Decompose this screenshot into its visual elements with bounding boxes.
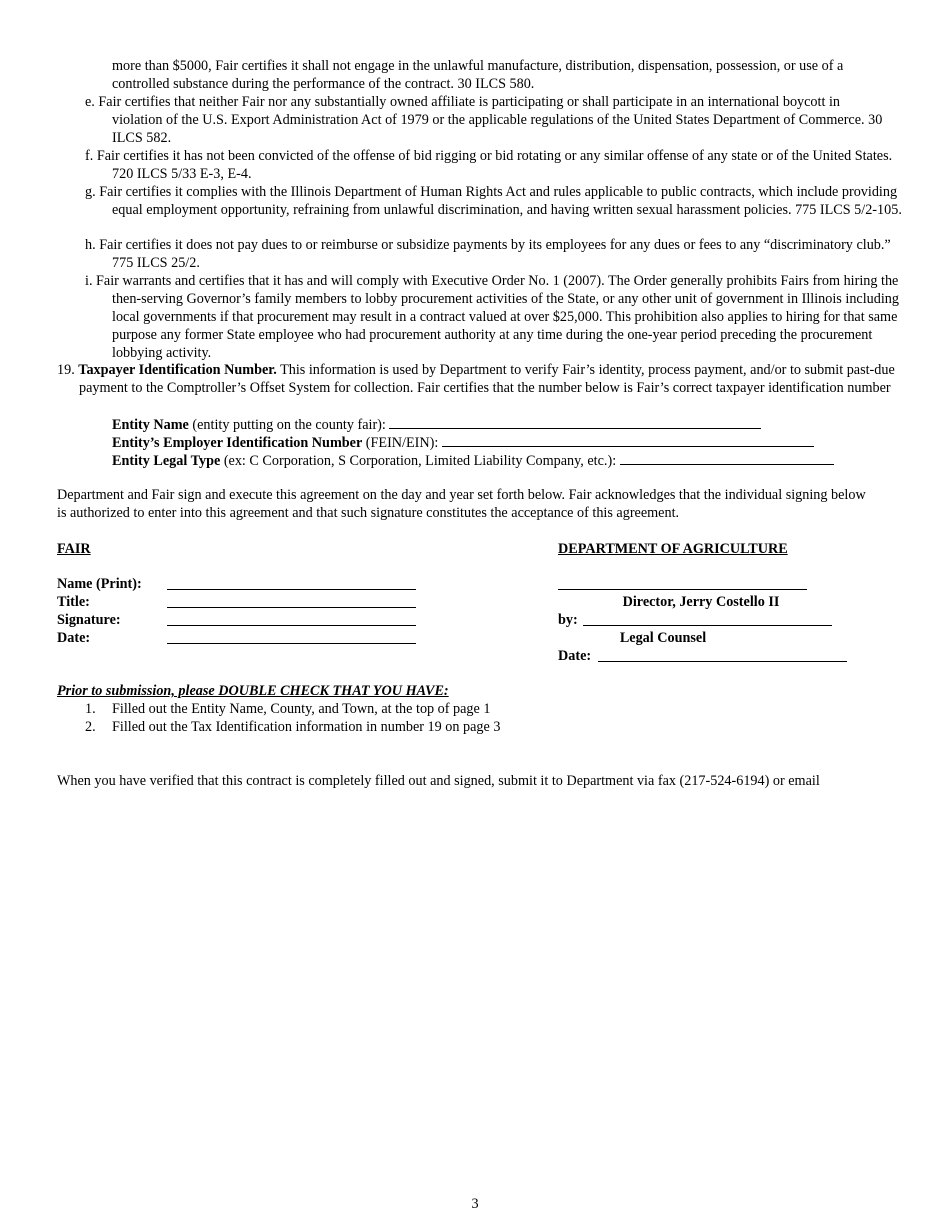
entity-name-field	[112, 415, 761, 434]
department-by-input[interactable]	[583, 625, 832, 626]
checklist-heading: Prior to submission, please DOUBLE CHECK THAT YOU HAVE:	[57, 683, 449, 699]
checklist-item	[85, 700, 490, 718]
department-date-label: Date:	[558, 648, 592, 664]
section-19-heading: Taxpayer Identification Number.	[78, 362, 277, 378]
clause-g: g. Fair certifies it complies with the Illinois Department of Human Rights Act and rules applicable to public contracts, which include providing equal employment opportunity, refraining from unlawful discrimination, and having written sexual harassment policies. 775 ILCS 5/2-105.	[85, 184, 902, 218]
fair-name-input[interactable]	[167, 589, 416, 590]
department-by-label: by:	[558, 612, 578, 628]
fair-date-label: Date:	[57, 630, 91, 646]
department-date-input[interactable]	[598, 661, 847, 662]
clause-f: f. Fair certifies it has not been convicted of the offense of bid rigging or bid rotating or any similar offense of any state or of the United States. 720 ILCS 5/33 E-3, E-4.	[85, 148, 893, 182]
clause-e: e. Fair certifies that neither Fair nor any substantially owned affiliate is participating or shall participate in an international boycott in violation of the U.S. Export Administration Act of 1979 or the applicable regulations of the United States Department of Commerce. 30 ILCS 582.	[85, 94, 883, 146]
legal-type-field	[112, 451, 834, 470]
fair-name-label: Name (Print):	[57, 576, 142, 592]
fair-date-input[interactable]	[167, 643, 416, 644]
checklist-item-text: Filled out the Tax Identification information in number 19 on page 3	[112, 719, 501, 735]
fair-title-label: Title:	[57, 594, 90, 610]
legal-type-input[interactable]	[620, 451, 834, 465]
department-heading: DEPARTMENT OF AGRICULTURE	[558, 541, 788, 557]
agreement-statement: Department and Fair sign and execute this agreement on the day and year set forth below. Fair acknowledges that the individual signing below is authorized to enter into this agreement and that such signature constitutes the acceptance of this agreement.	[57, 487, 866, 521]
department-signature-input[interactable]	[558, 589, 807, 590]
entity-name-hint: (entity putting on the county fair):	[188, 417, 390, 433]
legal-counsel-label: Legal Counsel	[619, 630, 707, 646]
legal-type-label: Entity Legal Type	[112, 453, 221, 469]
entity-name-label: Entity Name	[112, 417, 189, 433]
page-number: 3	[471, 1196, 479, 1212]
fair-heading: FAIR	[57, 541, 91, 557]
fair-title-input[interactable]	[167, 607, 416, 608]
fair-signature-label: Signature:	[57, 612, 121, 628]
checklist-item	[85, 718, 500, 736]
checklist-item-text: Filled out the Entity Name, County, and Town, at the top of page 1	[112, 701, 491, 717]
fein-field	[112, 433, 814, 452]
legal-type-hint: (ex: C Corporation, S Corporation, Limited Liability Company, etc.):	[220, 453, 620, 469]
director-name: Director, Jerry Costello II	[622, 594, 780, 610]
section-19-number: 19.	[57, 362, 75, 378]
checklist-item-number: 1.	[85, 701, 96, 717]
clause-i: i. Fair warrants and certifies that it has and will comply with Executive Order No. 1 (2007). The Order generally prohibits Fairs from hiring the then-serving Governor’s family members to lobby procurement activities of the State, or any other unit of government in Illinois including local governments if that procurement may result in a contract valued at over $25,000. This prohibition also applies to hiring for that same purpose any former State employee who had procurement authority at any time during the one-year period preceding the procurement lobbying activity.	[85, 273, 899, 361]
section-19-body: This information is used by Department to verify Fair’s identity, process payment, and/or to submit past-due payment to the Comptroller’s Offset System for collection. Fair certifies that the number below is Fair’s correct taxpayer identification number	[79, 362, 895, 396]
checklist-item-number: 2.	[85, 719, 96, 735]
clause-h: h. Fair certifies it does not pay dues to or reimburse or subsidize payments by its employees for any dues or fees to any “discriminatory club.” 775 ILCS 25/2.	[85, 237, 891, 271]
fair-signature-input[interactable]	[167, 625, 416, 626]
entity-name-input[interactable]	[389, 415, 761, 429]
section-19	[57, 361, 904, 397]
submission-note: When you have verified that this contract is completely filled out and signed, submit it to Department via fax (217-524-6194) or email	[57, 773, 820, 789]
fein-input[interactable]	[442, 433, 814, 447]
clause-d-continued: more than $5000, Fair certifies it shall not engage in the unlawful manufacture, distribution, dispensation, possession, or use of a controlled substance during the performance of the contract. 30 ILCS 580.	[112, 58, 844, 92]
fein-label: Entity’s Employer Identification Number	[112, 435, 363, 451]
fein-hint: (FEIN/EIN):	[362, 435, 442, 451]
